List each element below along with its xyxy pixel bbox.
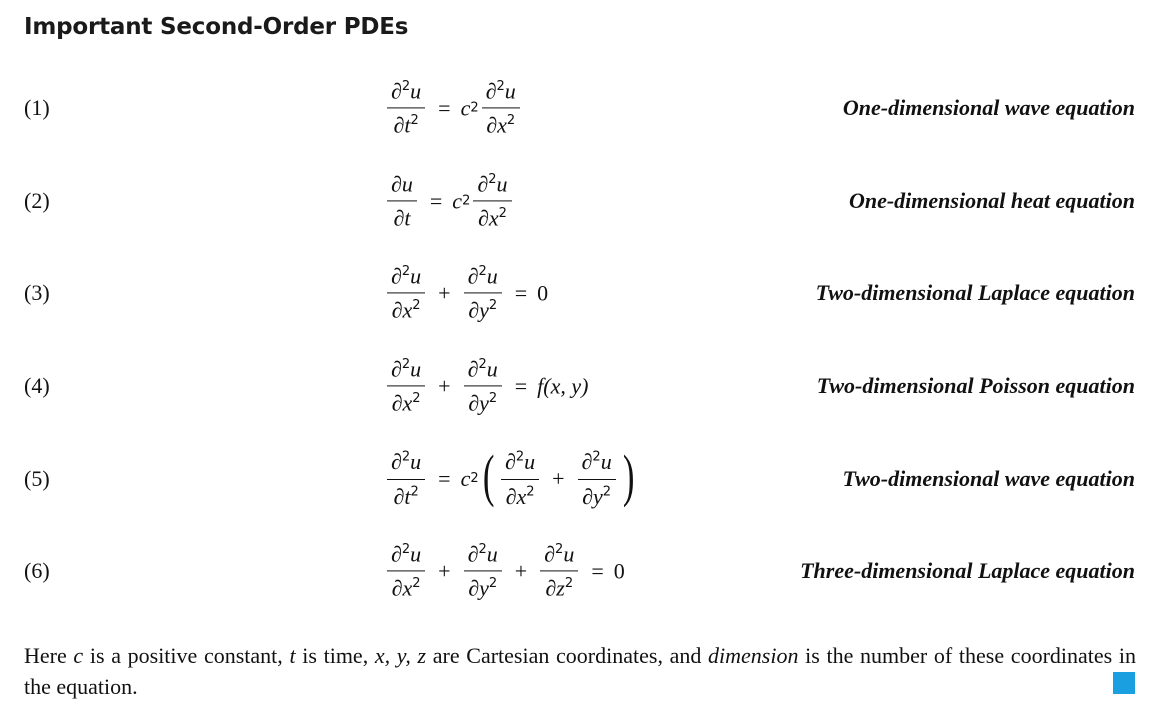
fraction: $\frac{\partial^2u}{\partial y^2}$ bbox=[464, 357, 502, 414]
equals-sign: = bbox=[438, 95, 451, 120]
section-heading: Important Second-Order PDEs bbox=[24, 14, 409, 40]
plus-sign: + bbox=[438, 373, 451, 398]
equation-formula: $\frac{\partial^2u}{\partial x^2}$ + $\frac{\partial^2u}{\partial y^2}$ + $\frac{\partial^2u}{\partial z^2}$ = 0 bbox=[384, 542, 625, 599]
equation-number: (3) bbox=[24, 280, 50, 305]
equation-formula bbox=[384, 357, 588, 414]
equals-sign: = bbox=[514, 280, 528, 305]
equation-row-1 bbox=[0, 62, 1175, 154]
equals-sign: = bbox=[591, 558, 604, 583]
equation-formula: $\frac{\partial^2u}{\partial t^2}$ = c 2 ( $\frac{\partial^2u}{\partial x^2}$ + $\frac{\partial^2u}{\partial y^2}$ ) bbox=[384, 450, 638, 508]
fraction: $\frac{\partial^2u}{\partial y^2}$ bbox=[578, 450, 616, 507]
fraction: $\frac{\partial^2u}{\partial t^2}$ bbox=[387, 450, 425, 507]
equation-row-5 bbox=[0, 433, 1175, 525]
equation-number: (4) bbox=[24, 373, 50, 398]
plus-sign: + bbox=[438, 558, 451, 583]
equation-number: (6) bbox=[24, 558, 50, 583]
fraction: $\frac{\partial^2u}{\partial x^2}$ bbox=[501, 450, 539, 507]
equation-row-4 bbox=[0, 340, 1175, 432]
fraction: $\frac{\partial^2u}{\partial x^2}$ bbox=[387, 264, 425, 321]
equation-number: (1) bbox=[24, 95, 50, 120]
fraction: $\frac{\partial^2u}{\partial x^2}$ bbox=[387, 542, 425, 599]
fraction: $\frac{\partial^2u}{\partial z^2}$ bbox=[540, 542, 578, 599]
equation-row-3 bbox=[0, 247, 1175, 339]
equation-label: One-dimensional wave equation bbox=[842, 95, 1135, 120]
equation-row-2 bbox=[0, 155, 1175, 247]
source-function: f(x, y) bbox=[537, 373, 589, 398]
equation-label: Three-dimensional Laplace equation bbox=[800, 558, 1135, 583]
end-of-section-marker bbox=[1113, 672, 1135, 694]
fraction: $\frac{\partial^2u}{\partial y^2}$ bbox=[464, 264, 502, 321]
equation-label: Two-dimensional wave equation bbox=[842, 466, 1135, 491]
explanation-paragraph: Here c is a positive constant, t is time, x, y, z are Cartesian coordinates, and dimension is the number of these coordinates in the equation. bbox=[24, 643, 1136, 699]
fraction: $\frac{\partial^2u}{\partial x^2}$ bbox=[482, 79, 520, 136]
equation-label: One-dimensional heat equation bbox=[848, 188, 1135, 213]
equation-formula: $\frac{\partial u}{\partial t}$ = c 2 $\frac{\partial^2u}{\partial x^2}$ bbox=[384, 172, 515, 229]
fraction: $\frac{\partial^2u}{\partial t^2}$ bbox=[387, 79, 425, 136]
plus-sign: + bbox=[552, 466, 565, 491]
fraction: $\frac{\partial^2u}{\partial x^2}$ bbox=[473, 172, 511, 229]
equals-sign: = bbox=[438, 466, 451, 491]
fraction: $\frac{\partial^2u}{\partial y^2}$ bbox=[464, 542, 502, 599]
equals-sign: = bbox=[429, 188, 443, 213]
equation-label: Two-dimensional Laplace equation bbox=[815, 280, 1135, 305]
equation-number: (2) bbox=[24, 188, 50, 213]
left-paren: ( bbox=[482, 443, 495, 508]
equation-formula: $\frac{\partial^2u}{\partial t^2}$ = c 2 $\frac{\partial^2u}{\partial x^2}$ bbox=[384, 79, 523, 136]
equation-row-6 bbox=[0, 525, 1175, 617]
equation-number: (5) bbox=[24, 466, 50, 491]
equation-formula: $\frac{\partial^2u}{\partial x^2}$ + $\frac{\partial^2u}{\partial y^2}$ = 0 bbox=[384, 264, 548, 321]
right-paren: ) bbox=[622, 443, 635, 508]
equals-sign: = bbox=[514, 373, 528, 398]
fraction: $\frac{\partial u}{\partial t}$ bbox=[387, 172, 417, 229]
fraction: $\frac{\partial^2u}{\partial x^2}$ bbox=[387, 357, 425, 414]
plus-sign: + bbox=[514, 558, 528, 583]
equation-label: Two-dimensional Poisson equation bbox=[816, 373, 1135, 398]
plus-sign: + bbox=[438, 280, 451, 305]
